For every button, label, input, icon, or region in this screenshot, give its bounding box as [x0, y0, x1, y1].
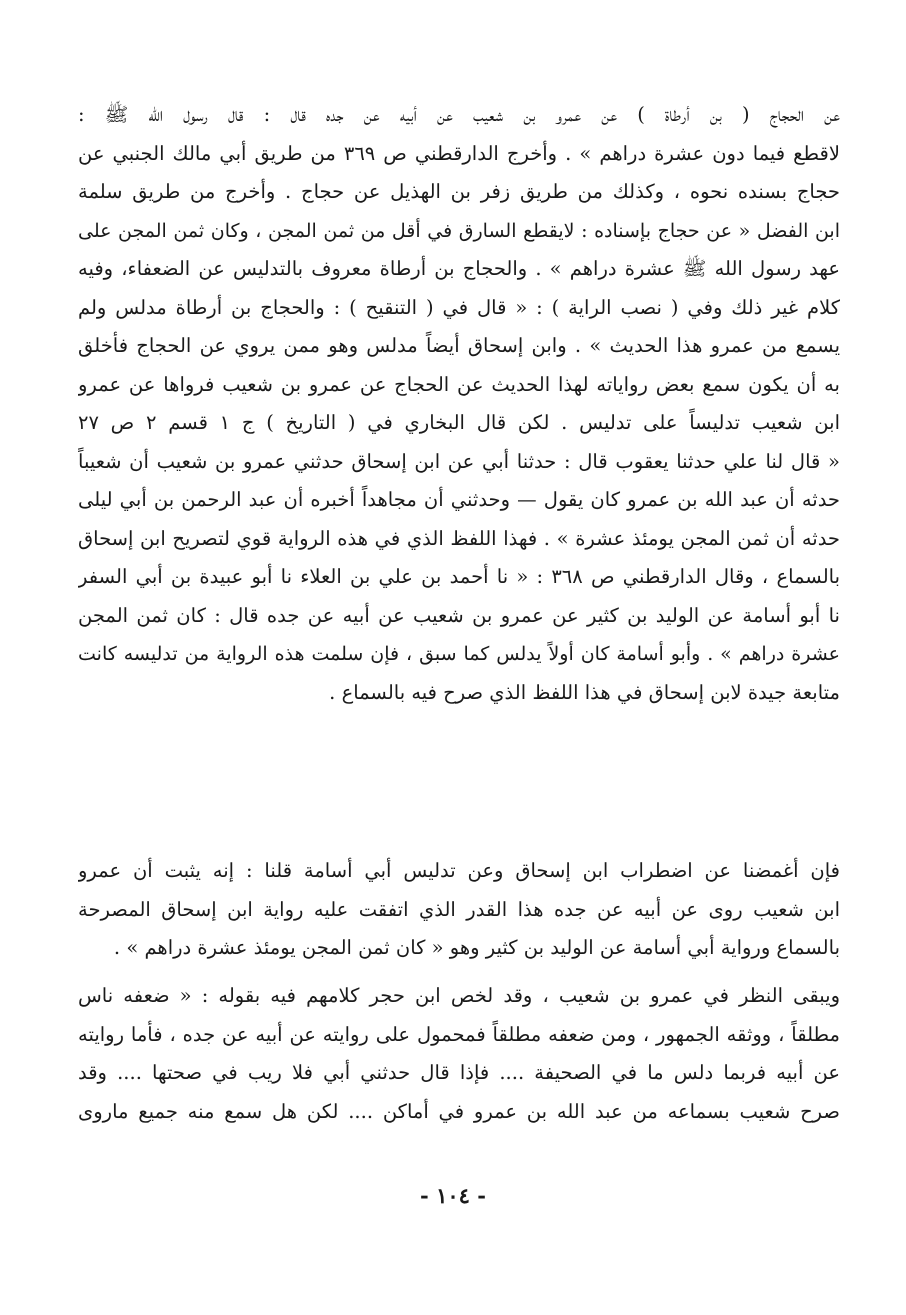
page-number: - ١٠٤ - — [420, 1183, 486, 1208]
text-line: ابن شعيب تدليساً على تدليس . لكن قال البخاري في ( التاريخ ) ج ١ قسم ٢ ص ٢٧ — [78, 411, 840, 434]
text-line: حدثه أن ثمن المجن يومئذ عشرة » . فهذا اللفظ الذي في هذه الرواية قوي لتصريح ابن إسحاق — [78, 526, 840, 550]
text-line: نا أبو أسامة عن الوليد بن كثير عن عمرو بن شعيب عن أبيه عن جده قال : كان ثمن المجن — [78, 603, 840, 627]
text-line: فإن أغمضنا عن اضطراب ابن إسحاق وعن تدليس أبي أسامة قلنا : إنه يثبت أن عمرو — [78, 859, 840, 882]
text-line: صرح شعيب بسماعه من عبد الله بن عمرو في أماكن .... لكن هل سمع منه جميع ماروى — [78, 1099, 840, 1123]
text-line: متابعة جيدة لابن إسحاق في هذا اللفظ الذي صرح فيه بالسماع . — [329, 680, 840, 704]
text-line: لاقطع فيما دون عشرة دراهم » . وأخرج الدارقطني ص ٣٦٩ من طريق أبي مالك الجنبي عن — [78, 141, 840, 165]
text-line: مطلقاً ، ووثقه الجمهور ، ومن ضعفه مطلقاً فمحمول على روايته عن أبيه عن جده ، فأما روايته — [78, 1022, 840, 1046]
text-line: ابن شعيب روى عن أبيه عن جده هذا القدر الذي اتفقت عليه رواية ابن إسحاق المصرحة — [78, 897, 840, 921]
paragraph-3 — [78, 977, 840, 1131]
text-line: كلام غير ذلك وفي ( نصب الراية ) : « قال في ( التنقيح ) : والحجاج بن أرطاة مدلس ولم — [78, 295, 840, 319]
paragraph-2 — [78, 852, 840, 968]
text-line: « قال لنا علي حدثنا يعقوب قال : حدثنا أبي عن ابن إسحاق حدثني عمرو بن شعيب أن شعيباً — [78, 449, 840, 473]
text-line: حدثه أن عبد الله بن عمرو كان يقول — وحدثني أن مجاهداً أخبره أن عبد الرحمن بن أبي ليلى — [78, 488, 840, 511]
text-line: بالسماع ، وقال الدارقطني ص ٣٦٨ : « نا أحمد بن علي بن العلاء نا أبو عبيدة بن أبي السفر — [78, 565, 840, 588]
text-line: عن الحجاج ( بن أرطاة ) عن عمرو بن شعيب عن أبيه عن جده قال : قال رسول الله ﷺ : — [78, 103, 840, 126]
text-line: به أن يكون سمع بعض رواياته لهذا الحديث عن الحجاج عن عمرو بن شعيب فرواها عن عمرو — [78, 372, 840, 396]
text-line: عن أبيه فربما دلس ما في الصحيفة .... فإذا قال حدثني أبي فلا ريب في صحتها .... وقد — [78, 1061, 840, 1084]
text-line: ابن الفضل « عن حجاج بإسناده : لايقطع السارق في أقل من ثمن المجن ، وكان ثمن المجن على — [78, 219, 840, 242]
text-line: حجاج بسنده نحوه ، وكذلك من طريق زفر بن الهذيل عن حجاج . وأخرج من طريق سلمة — [78, 180, 840, 203]
text-line: بالسماع ورواية أبي أسامة عن الوليد بن كثير وهو « كان ثمن المجن يومئذ عشرة دراهم » . — [113, 936, 840, 959]
paragraph-1 — [78, 96, 840, 712]
text-line: يسمع من عمرو هذا الحديث » . وابن إسحاق أيضاً مدلس وهو ممن يروي عن الحجاج فأخلق — [78, 334, 840, 357]
text-line: عشرة دراهم » . وأبو أسامة كان أولاً يدلس كما سبق ، فإن سلمت هذه الرواية من تدليسه كانت — [78, 643, 840, 665]
text-line: ويبقى النظر في عمرو بن شعيب ، وقد لخص ابن حجر كلامهم فيه بقوله : « ضعفه ناس — [78, 984, 840, 1007]
text-line: عهد رسول الله ﷺ عشرة دراهم » . والحجاج بن أرطاة معروف بالتدليس عن الضعفاء، وفيه — [78, 257, 840, 280]
